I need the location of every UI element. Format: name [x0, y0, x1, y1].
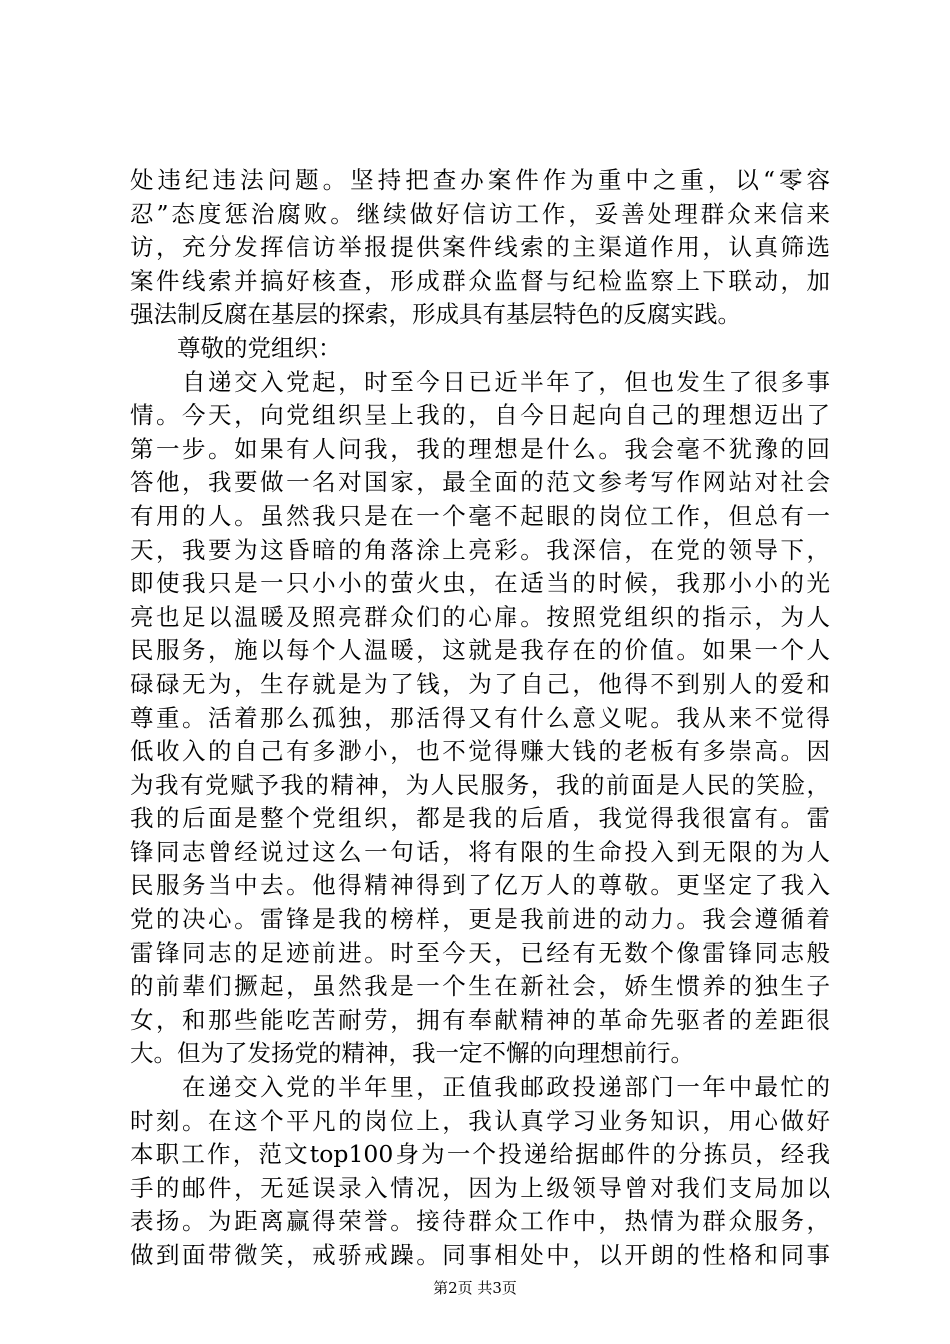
text-line: 的前辈们撅起，虽然我是一个生在新社会，娇生惯养的独生子	[130, 972, 830, 1001]
text-line: 即使我只是一只小小的萤火虫，在适当的时候，我那小小的光	[130, 569, 830, 598]
text-line: 天，我要为这昏暗的角落涂上亮彩。我深信，在党的领导下，	[130, 535, 830, 564]
text-line: 第一步。如果有人问我，我的理想是什么。我会毫不犹豫的回	[130, 434, 830, 463]
text-line: 自递交入党起，时至今日已近半年了，但也发生了很多事	[130, 367, 830, 396]
text-line: 雷锋同志的足迹前进。时至今天，已经有无数个像雷锋同志般	[130, 938, 830, 967]
text-line: 亮也足以温暖及照亮群众们的心扉。按照党组织的指示，为人	[130, 602, 830, 631]
text-line: 女，和那些能吃苦耐劳，拥有奉献精神的革命先驱者的差距很	[130, 1005, 830, 1034]
text-line: 手的邮件，无延误录入情况，因为上级领导曾对我们支局加以	[130, 1173, 830, 1202]
text-line: 在递交入党的半年里，正值我邮政投递部门一年中最忙的	[130, 1073, 830, 1102]
text-line: 民服务，施以每个人温暖，这就是我存在的价值。如果一个人	[130, 636, 830, 665]
text-line: 为我有党赋予我的精神，为人民服务，我的前面是人民的笑脸，	[130, 770, 830, 799]
text-line: 访，充分发挥信访举报提供案件线索的主渠道作用，认真筛选	[130, 233, 830, 262]
text-line: 强法制反腐在基层的探索，形成具有基层特色的反腐实践。	[130, 300, 741, 329]
text-line: 本职工作，范文top100身为一个投递给据邮件的分拣员，经我	[130, 1140, 830, 1169]
text-line: 低收入的自己有多渺小，也不觉得赚大钱的老板有多崇高。因	[130, 737, 830, 766]
text-line: 表扬。为距离赢得荣誉。接待群众工作中，热情为群众服务，	[130, 1207, 830, 1236]
page-number-footer: 第2页 共3页	[433, 1279, 517, 1297]
text-line: 情。今天，向党组织呈上我的，自今日起向自己的理想迈出了	[130, 401, 830, 430]
text-line: 时刻。在这个平凡的岗位上，我认真学习业务知识，用心做好	[130, 1106, 830, 1135]
text-line: 案件线索并搞好核查，形成群众监督与纪检监察上下联动，加	[130, 266, 830, 295]
salutation-line: 尊敬的党组织：	[130, 333, 342, 362]
text-line: 做到面带微笑，戒骄戒躁。同事相处中，以开朗的性格和同事	[130, 1241, 830, 1269]
text-line: 民服务当中去。他得精神得到了亿万人的尊敬。更坚定了我入	[130, 871, 830, 900]
text-line: 有用的人。虽然我只是在一个毫不起眼的岗位工作，但总有一	[130, 501, 830, 530]
text-line: 答他，我要做一名对国家，最全面的范文参考写作网站对社会	[130, 468, 830, 497]
text-line: 忍”态度惩治腐败。继续做好信访工作，妥善处理群众来信来	[130, 199, 830, 228]
text-line: 锋同志曾经说过这么一句话，将有限的生命投入到无限的为人	[130, 837, 830, 866]
text-line: 大。但为了发扬党的精神，我一定不懈的向理想前行。	[130, 1039, 694, 1068]
text-line: 碌碌无为，生存就是为了钱，为了自己，他得不到别人的爱和	[130, 669, 830, 698]
text-line: 处违纪违法问题。坚持把查办案件作为重中之重，以“零容	[130, 166, 830, 194]
document-body	[130, 164, 830, 1273]
text-line: 党的决心。雷锋是我的榜样，更是我前进的动力。我会遵循着	[130, 905, 830, 934]
text-line: 尊重。活着那么孤独，那活得又有什么意义呢。我从来不觉得	[130, 703, 830, 732]
text-line: 我的后面是整个党组织，都是我的后盾，我觉得我很富有。雷	[130, 804, 830, 833]
